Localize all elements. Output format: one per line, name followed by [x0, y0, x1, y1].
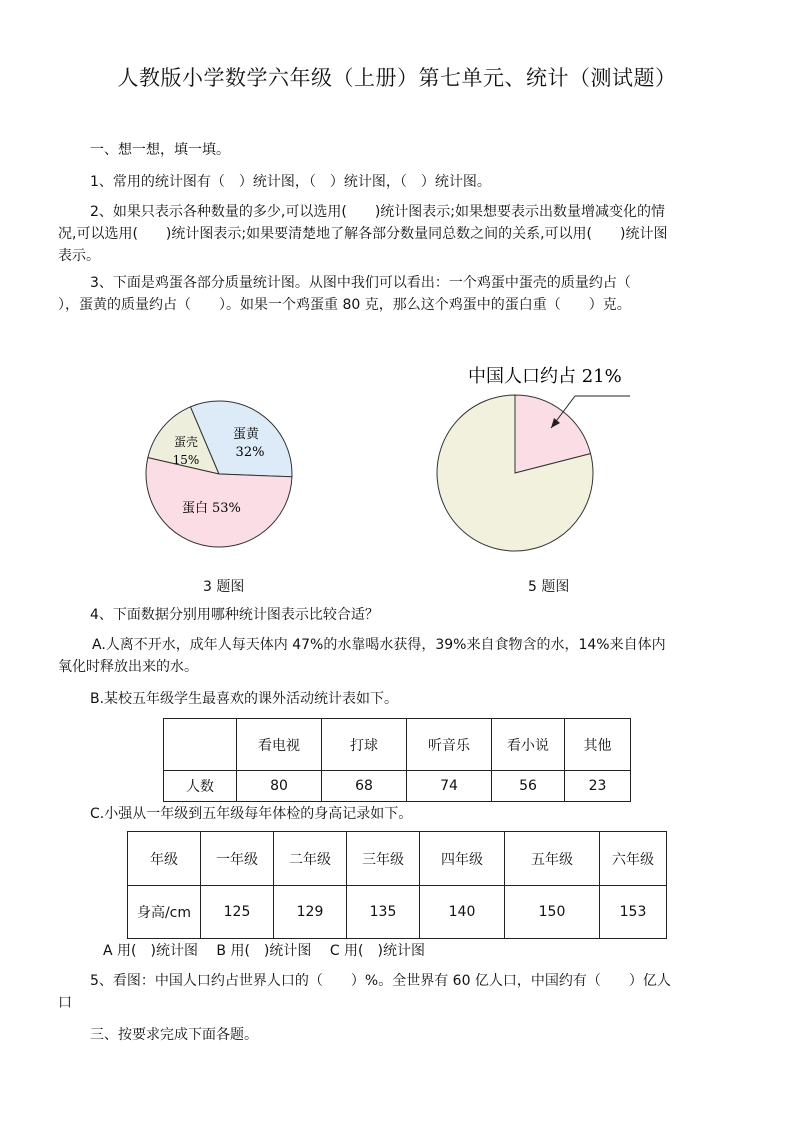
slice-label-yolk: 蛋黄 [232, 427, 260, 442]
table-header: 三年级 [347, 832, 420, 886]
table-cell: 56 [492, 771, 565, 802]
table-cell: 68 [322, 771, 407, 802]
table-row [128, 886, 667, 939]
question-2-line-1: 2、如果只表示各种数量的多少,可以选用( )统计图表示;如果想要表示出数量增减变化的情 [90, 204, 665, 220]
table-cell: 23 [565, 771, 631, 802]
height-table [127, 831, 667, 939]
table-header: 看电视 [237, 719, 322, 771]
slice-value-white: 53% [212, 501, 241, 516]
question-4-heading: 4、下面数据分别用哪种统计图表示比较合适？ [90, 607, 379, 623]
table-cell: 74 [407, 771, 492, 802]
table-row [128, 832, 667, 886]
population-pie-slices [437, 395, 593, 551]
question-4a [58, 634, 748, 678]
table-header: 二年级 [274, 832, 347, 886]
question-3 [58, 272, 748, 316]
table-row [164, 719, 631, 771]
page-title: 人教版小学数学六年级（上册）第七单元、统计（测试题） [117, 66, 677, 90]
egg-pie-slices [146, 401, 292, 547]
table-row-label: 人数 [164, 771, 237, 802]
question-3-line-1: 3、下面是鸡蛋各部分质量统计图。从图中我们可以看出：一个鸡蛋中蛋壳的质量约占（ [90, 275, 631, 291]
slice-label-shell: 蛋壳 [173, 435, 199, 449]
question-4a-line-1: A.人离不开水，成年人每天体内 47%的水靠喝水获得，39%来自食物含的水，14%来自体内 [92, 637, 666, 653]
table-cell: 153 [600, 886, 667, 939]
egg-pie-chart [138, 398, 308, 558]
table-cell: 80 [237, 771, 322, 802]
table-header: 一年级 [201, 832, 274, 886]
table-header: 听音乐 [407, 719, 492, 771]
table-header: 看小说 [492, 719, 565, 771]
table-header: 五年级 [505, 832, 600, 886]
slice-label-white: 蛋白 [181, 501, 208, 516]
section-1-heading: 一、想一想，填一填。 [90, 142, 230, 158]
table-cell: 140 [420, 886, 505, 939]
question-2-line-3: 表示。 [58, 248, 100, 264]
table-header: 其他 [565, 719, 631, 771]
table-row-label: 身高/cm [128, 886, 201, 939]
question-4c: C.小强从一年级到五年级每年体检的身高记录如下。 [90, 806, 413, 822]
table-header: 六年级 [600, 832, 667, 886]
table-header: 四年级 [420, 832, 505, 886]
question-4-answers: A 用( )统计图 B 用( )统计图 C 用( )统计图 [103, 943, 425, 959]
slice-value-yolk: 32% [235, 445, 265, 460]
question-2 [58, 201, 748, 267]
question-5-line-2: 口 [58, 995, 72, 1011]
question-5 [58, 970, 748, 1014]
question-4a-line-2: 氧化时释放出来的水。 [58, 659, 198, 675]
table-header: 打球 [322, 719, 407, 771]
question-2-line-2: 况,可以选用( )统计图表示;如果要清楚地了解各部分数量同总数之间的关系,可以用( )统计图 [58, 226, 668, 242]
table-cell: 150 [505, 886, 600, 939]
question-3-line-2: ），蛋黄的质量约占（ ）。如果一个鸡蛋重 80 克，那么这个鸡蛋中的蛋白重（ ）克。 [58, 297, 631, 313]
question-1: 1、常用的统计图有（ ）统计图，（ ）统计图，（ ）统计图。 [90, 174, 491, 190]
table-row [164, 771, 631, 802]
activity-table [163, 718, 631, 802]
question-4b: B.某校五年级学生最喜欢的课外活动统计表如下。 [90, 691, 399, 707]
chart-caption-3: 3 题图 [203, 579, 245, 595]
population-pie-chart [430, 358, 680, 558]
table-cell: 125 [201, 886, 274, 939]
chart-caption-5: 5 题图 [528, 579, 570, 595]
slice-value-shell: 15% [172, 453, 200, 467]
table-cell: 135 [347, 886, 420, 939]
question-5-line-1: 5、看图：中国人口约占世界人口的（ ）%。全世界有 60 亿人口，中国约有（ ）亿人 [90, 973, 671, 989]
table-header: 年级 [128, 832, 201, 886]
population-chart-title: 中国人口约占 21% [468, 366, 622, 387]
section-3-heading: 三、按要求完成下面各题。 [90, 1027, 258, 1043]
table-cell: 129 [274, 886, 347, 939]
table-header-blank [164, 719, 237, 771]
